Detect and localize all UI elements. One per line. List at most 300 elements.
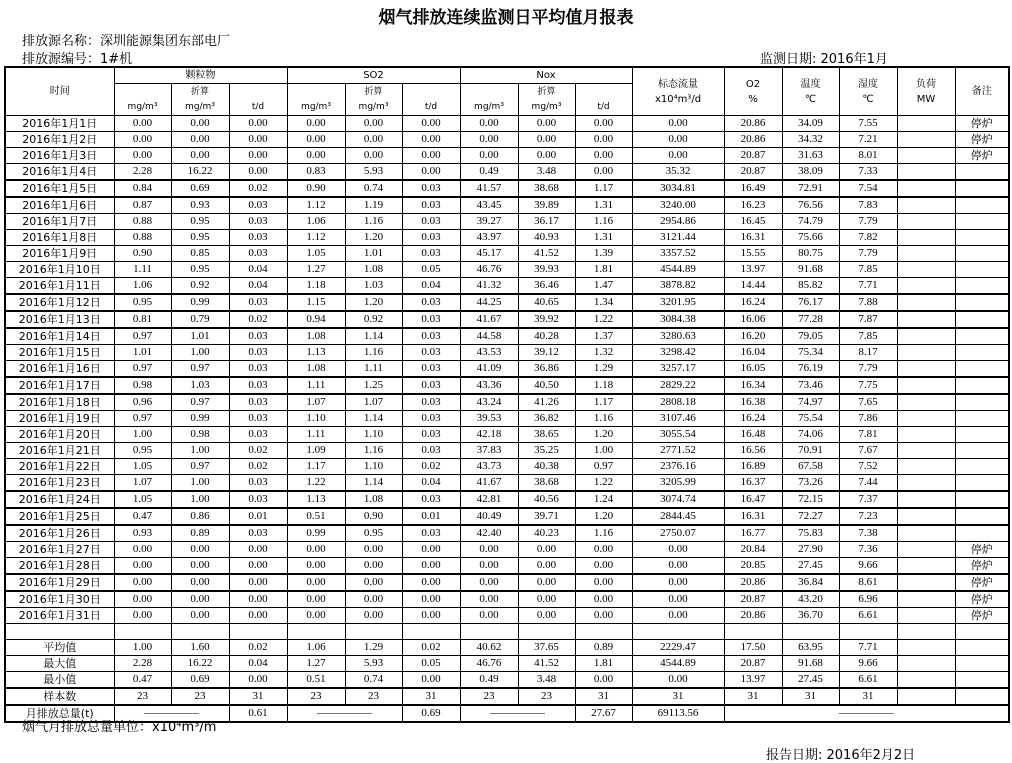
cell: 1.39 <box>575 246 632 262</box>
cell: 0.00 <box>229 164 287 181</box>
cell: 7.79 <box>839 361 897 378</box>
table-row <box>5 591 1009 608</box>
cell: 40.49 <box>460 508 518 525</box>
cell <box>345 624 402 640</box>
cell: 0.88 <box>114 230 171 246</box>
cell: 74.06 <box>782 427 839 443</box>
source-name: 排放源名称：深圳能源集团东部电厂 <box>22 34 231 49</box>
cell: 91.68 <box>782 262 839 278</box>
cell: 0.90 <box>114 246 171 262</box>
cell: 0.00 <box>229 672 287 689</box>
table-row <box>5 214 1009 230</box>
row-label: 2016年1月6日 <box>5 197 114 214</box>
cell: 41.52 <box>518 246 575 262</box>
cell: 43.24 <box>460 394 518 411</box>
cell: 0.95 <box>171 214 229 230</box>
o2-unit: % <box>748 93 758 105</box>
cell: 1.16 <box>345 214 402 230</box>
cell: 7.38 <box>839 525 897 542</box>
cell: 7.55 <box>839 116 897 132</box>
cell: 8.01 <box>839 148 897 164</box>
cell: 停炉 <box>955 542 1009 558</box>
cell: 0.00 <box>632 116 724 132</box>
cell: 0.00 <box>287 608 345 624</box>
cell <box>229 624 287 640</box>
cell: 1.60 <box>171 640 229 656</box>
cell: 2229.47 <box>632 640 724 656</box>
cell: 1.00 <box>114 640 171 656</box>
table-row <box>5 328 1009 345</box>
report-date: 报告日期: 2016年2月2日 <box>766 748 916 763</box>
cell: 76.56 <box>782 197 839 214</box>
cell <box>897 262 955 278</box>
cell <box>724 624 782 640</box>
cell: 0.03 <box>402 294 460 311</box>
cell: 0.87 <box>114 197 171 214</box>
cell: 1.16 <box>575 525 632 542</box>
cell: 0.03 <box>402 377 460 394</box>
cell: 1.07 <box>345 394 402 411</box>
cell: 0.00 <box>460 574 518 591</box>
header-remark: 备注 <box>955 67 1009 116</box>
cell <box>897 508 955 525</box>
cell: 20.86 <box>724 574 782 591</box>
cell: 39.92 <box>518 311 575 328</box>
cell: 0.00 <box>632 542 724 558</box>
subheader-mg: mg/m³ <box>114 84 171 116</box>
blank-row <box>5 624 1009 640</box>
cell: 0.88 <box>114 214 171 230</box>
cell <box>955 377 1009 394</box>
cell: 40.62 <box>460 640 518 656</box>
cell: 0.04 <box>402 278 460 295</box>
cell <box>897 180 955 197</box>
header-particulate: 颗粒物 <box>114 67 287 84</box>
cell: 1.05 <box>287 246 345 262</box>
cell: 1.08 <box>287 328 345 345</box>
cell: 7.85 <box>839 262 897 278</box>
cell: 16.24 <box>724 294 782 311</box>
cell: 1.20 <box>575 508 632 525</box>
cell: 38.09 <box>782 164 839 181</box>
cell: 20.86 <box>724 116 782 132</box>
cell: 75.34 <box>782 345 839 361</box>
cell: 0.00 <box>632 591 724 608</box>
header-so2: SO2 <box>287 67 460 84</box>
cell: 0.95 <box>345 525 402 542</box>
cell: 7.87 <box>839 311 897 328</box>
cell: 23 <box>345 688 402 705</box>
cell: 0.03 <box>402 180 460 197</box>
cell <box>897 459 955 475</box>
cell: 39.93 <box>518 262 575 278</box>
cell: 0.00 <box>575 132 632 148</box>
cell: 16.47 <box>724 491 782 508</box>
cell: 27.45 <box>782 672 839 689</box>
cell: 41.57 <box>460 180 518 197</box>
cell: 0.83 <box>287 164 345 181</box>
cell: 0.98 <box>114 377 171 394</box>
cell: 0.03 <box>229 394 287 411</box>
cell: 44.25 <box>460 294 518 311</box>
cell: 0.00 <box>229 591 287 608</box>
cell: 7.52 <box>839 459 897 475</box>
header-o2 <box>724 67 782 116</box>
cell: 1.10 <box>345 459 402 475</box>
cell <box>955 427 1009 443</box>
cell <box>897 525 955 542</box>
table-row <box>5 116 1009 132</box>
cell: 1.27 <box>287 656 345 672</box>
cell: 38.68 <box>518 180 575 197</box>
cell <box>897 294 955 311</box>
cell: 0.00 <box>632 608 724 624</box>
cell: 17.50 <box>724 640 782 656</box>
converted-label: 折算 <box>537 87 556 97</box>
cell: 15.55 <box>724 246 782 262</box>
cell: 0.00 <box>229 542 287 558</box>
cell: 0.03 <box>402 427 460 443</box>
flow-label: 标态流量 <box>658 78 698 90</box>
converted-label: 折算 <box>190 87 209 97</box>
cell: 0.96 <box>114 394 171 411</box>
cell: 38.68 <box>518 475 575 492</box>
cell: 38.65 <box>518 427 575 443</box>
cell: 43.97 <box>460 230 518 246</box>
cell: 0.03 <box>402 230 460 246</box>
cell: 40.65 <box>518 294 575 311</box>
cell: 0.02 <box>229 443 287 459</box>
cell <box>897 311 955 328</box>
cell: 16.34 <box>724 377 782 394</box>
cell: 7.37 <box>839 491 897 508</box>
cell: 40.38 <box>518 459 575 475</box>
cell: 1.01 <box>171 328 229 345</box>
cell: 85.82 <box>782 278 839 295</box>
cell: 31 <box>575 688 632 705</box>
cell <box>897 116 955 132</box>
cell: 0.00 <box>171 148 229 164</box>
cell: 74.97 <box>782 394 839 411</box>
cell: 0.00 <box>518 608 575 624</box>
cell <box>897 377 955 394</box>
cell: 0.00 <box>229 132 287 148</box>
cell <box>782 624 839 640</box>
cell: 27.45 <box>782 558 839 575</box>
cell: 1.25 <box>345 377 402 394</box>
cell: 0.47 <box>114 672 171 689</box>
cell: 1.22 <box>575 311 632 328</box>
cell: 0.79 <box>171 311 229 328</box>
table-row <box>5 542 1009 558</box>
cell <box>897 394 955 411</box>
cell: 1.34 <box>575 294 632 311</box>
cell: 0.02 <box>229 311 287 328</box>
cell <box>897 132 955 148</box>
cell: 1.16 <box>345 443 402 459</box>
cell: 0.00 <box>171 542 229 558</box>
row-label: 2016年1月23日 <box>5 475 114 492</box>
cell: 40.93 <box>518 230 575 246</box>
cell: 16.31 <box>724 230 782 246</box>
cell <box>955 443 1009 459</box>
cell <box>955 294 1009 311</box>
cell: 0.00 <box>171 132 229 148</box>
cell <box>897 345 955 361</box>
cell: 0.03 <box>229 214 287 230</box>
cell <box>897 246 955 262</box>
cell: 0.00 <box>402 148 460 164</box>
cell <box>897 656 955 672</box>
converted-label: 折算 <box>364 87 383 97</box>
cell <box>955 262 1009 278</box>
row-label: 2016年1月3日 <box>5 148 114 164</box>
cell: 16.04 <box>724 345 782 361</box>
cell: 0.00 <box>402 132 460 148</box>
cell: 36.86 <box>518 361 575 378</box>
cell: 0.97 <box>171 459 229 475</box>
table-row <box>5 230 1009 246</box>
cell: 0.95 <box>171 230 229 246</box>
cell: 0.03 <box>229 411 287 427</box>
cell: 1.27 <box>287 262 345 278</box>
summary-row <box>5 688 1009 705</box>
cell: 37.65 <box>518 640 575 656</box>
cell: 0.85 <box>171 246 229 262</box>
cell: 20.85 <box>724 558 782 575</box>
cell: 0.00 <box>345 148 402 164</box>
flow-unit: x10⁴m³/d <box>654 93 702 105</box>
cell: 3121.44 <box>632 230 724 246</box>
row-label: 2016年1月29日 <box>5 574 114 591</box>
cell: 0.00 <box>518 574 575 591</box>
cell: 0.00 <box>402 558 460 575</box>
cell: 3298.42 <box>632 345 724 361</box>
cell: 0.02 <box>402 640 460 656</box>
cell: 45.17 <box>460 246 518 262</box>
cell: 0.00 <box>287 558 345 575</box>
cell <box>897 672 955 689</box>
cell: 0.03 <box>229 197 287 214</box>
cell: 1.06 <box>287 214 345 230</box>
cell: 0.00 <box>575 542 632 558</box>
load-unit: MW <box>916 93 936 105</box>
cell: 1.08 <box>345 491 402 508</box>
cell: 1.10 <box>345 427 402 443</box>
cell: 1.81 <box>575 262 632 278</box>
cell: 5.93 <box>345 164 402 181</box>
cell: 1.14 <box>345 328 402 345</box>
cell: 停炉 <box>955 574 1009 591</box>
cell: 16.49 <box>724 180 782 197</box>
cell: 0.00 <box>575 148 632 164</box>
cell: 20.87 <box>724 656 782 672</box>
row-label: 2016年1月25日 <box>5 508 114 525</box>
cell: 2.28 <box>114 164 171 181</box>
table-row <box>5 278 1009 295</box>
table-row <box>5 311 1009 328</box>
cell: 0.00 <box>632 558 724 575</box>
table-row <box>5 475 1009 492</box>
cell: 1.11 <box>114 262 171 278</box>
cell: 75.66 <box>782 230 839 246</box>
cell: 0.03 <box>402 345 460 361</box>
cell: 16.89 <box>724 459 782 475</box>
cell <box>955 508 1009 525</box>
cell: 0.94 <box>287 311 345 328</box>
cell: 16.48 <box>724 427 782 443</box>
cell <box>171 624 229 640</box>
cell: 20.86 <box>724 132 782 148</box>
table-row <box>5 574 1009 591</box>
cell: 1.81 <box>575 656 632 672</box>
cell: 0.49 <box>460 672 518 689</box>
row-label: 2016年1月15日 <box>5 345 114 361</box>
cell: 16.31 <box>724 508 782 525</box>
cell: 0.00 <box>460 558 518 575</box>
cell: 31 <box>402 688 460 705</box>
cell: 72.91 <box>782 180 839 197</box>
table-row <box>5 164 1009 181</box>
cell: 74.79 <box>782 214 839 230</box>
cell: 3280.63 <box>632 328 724 345</box>
cell <box>955 197 1009 214</box>
cell: 0.00 <box>171 116 229 132</box>
cell <box>897 443 955 459</box>
cell: 0.03 <box>229 491 287 508</box>
row-label: 2016年1月2日 <box>5 132 114 148</box>
cell: 16.23 <box>724 197 782 214</box>
cell <box>955 328 1009 345</box>
row-label: 2016年1月12日 <box>5 294 114 311</box>
cell <box>897 574 955 591</box>
cell: 0.95 <box>114 294 171 311</box>
row-label: 2016年1月21日 <box>5 443 114 459</box>
cell: 2829.22 <box>632 377 724 394</box>
cell: 0.69 <box>171 672 229 689</box>
cell: 1.32 <box>575 345 632 361</box>
table-row <box>5 508 1009 525</box>
cell: 0.97 <box>171 394 229 411</box>
cell: 0.69 <box>171 180 229 197</box>
cell <box>897 608 955 624</box>
flow-total: 69113.56 <box>632 705 724 722</box>
subheader-td: t/d <box>229 84 287 116</box>
cell: 0.89 <box>171 525 229 542</box>
cell <box>955 475 1009 492</box>
cell: 0.03 <box>229 345 287 361</box>
header-load <box>897 67 955 116</box>
cell: 4544.89 <box>632 262 724 278</box>
cell: 0.00 <box>114 558 171 575</box>
row-label: 最大值 <box>5 656 114 672</box>
cell: 41.26 <box>518 394 575 411</box>
cell: 31 <box>229 688 287 705</box>
cell: 0.05 <box>402 262 460 278</box>
cell <box>897 361 955 378</box>
row-label: 2016年1月10日 <box>5 262 114 278</box>
cell: 0.47 <box>114 508 171 525</box>
cell: 1.00 <box>575 443 632 459</box>
cell: 0.03 <box>229 525 287 542</box>
cell: 1.07 <box>114 475 171 492</box>
cell: 41.52 <box>518 656 575 672</box>
cell: 8.61 <box>839 574 897 591</box>
cell: 0.00 <box>460 542 518 558</box>
row-label: 2016年1月5日 <box>5 180 114 197</box>
cell: 46.76 <box>460 262 518 278</box>
row-label: 2016年1月26日 <box>5 525 114 542</box>
cell: 3257.17 <box>632 361 724 378</box>
cell: 0.00 <box>287 116 345 132</box>
cell: 1.24 <box>575 491 632 508</box>
cell: 0.89 <box>575 640 632 656</box>
subheader-converted <box>518 84 575 116</box>
cell: 31 <box>724 688 782 705</box>
cell: 2808.18 <box>632 394 724 411</box>
cell: 7.81 <box>839 427 897 443</box>
cell: 39.12 <box>518 345 575 361</box>
cell: 13.97 <box>724 262 782 278</box>
footer-unit: 烟气月排放总量单位：x10⁴m³/m <box>22 720 217 735</box>
summary-row <box>5 672 1009 689</box>
cell <box>955 491 1009 508</box>
cell: 46.76 <box>460 656 518 672</box>
cell <box>955 361 1009 378</box>
cell: 1.05 <box>114 491 171 508</box>
cell: 20.87 <box>724 591 782 608</box>
load-label: 负荷 <box>916 78 936 90</box>
cell: 7.82 <box>839 230 897 246</box>
cell: 3205.99 <box>632 475 724 492</box>
cell: 1.17 <box>575 394 632 411</box>
cell: 2750.07 <box>632 525 724 542</box>
cell: 停炉 <box>955 558 1009 575</box>
cell: 7.75 <box>839 377 897 394</box>
cell: 75.83 <box>782 525 839 542</box>
dash: ————— <box>114 705 229 722</box>
cell: 1.11 <box>345 361 402 378</box>
cell: 0.00 <box>171 608 229 624</box>
cell: 41.67 <box>460 475 518 492</box>
cell <box>955 459 1009 475</box>
cell: 0.92 <box>171 278 229 295</box>
row-label: 2016年1月1日 <box>5 116 114 132</box>
cell: 75.54 <box>782 411 839 427</box>
cell: 37.83 <box>460 443 518 459</box>
table-row <box>5 394 1009 411</box>
cell: 0.00 <box>402 542 460 558</box>
cell: 1.00 <box>171 475 229 492</box>
cell: 1.16 <box>345 345 402 361</box>
cell <box>955 624 1009 640</box>
table-row <box>5 246 1009 262</box>
cell <box>955 278 1009 295</box>
cell: 0.51 <box>287 672 345 689</box>
cell: 0.05 <box>402 656 460 672</box>
cell: 1.15 <box>287 294 345 311</box>
cell <box>897 427 955 443</box>
cell: 39.71 <box>518 508 575 525</box>
row-label: 2016年1月27日 <box>5 542 114 558</box>
cell: 0.02 <box>229 180 287 197</box>
cell: 0.03 <box>229 230 287 246</box>
cell <box>897 558 955 575</box>
cell: 23 <box>518 688 575 705</box>
cell: 0.03 <box>402 491 460 508</box>
cell <box>518 624 575 640</box>
cell: 0.00 <box>114 591 171 608</box>
